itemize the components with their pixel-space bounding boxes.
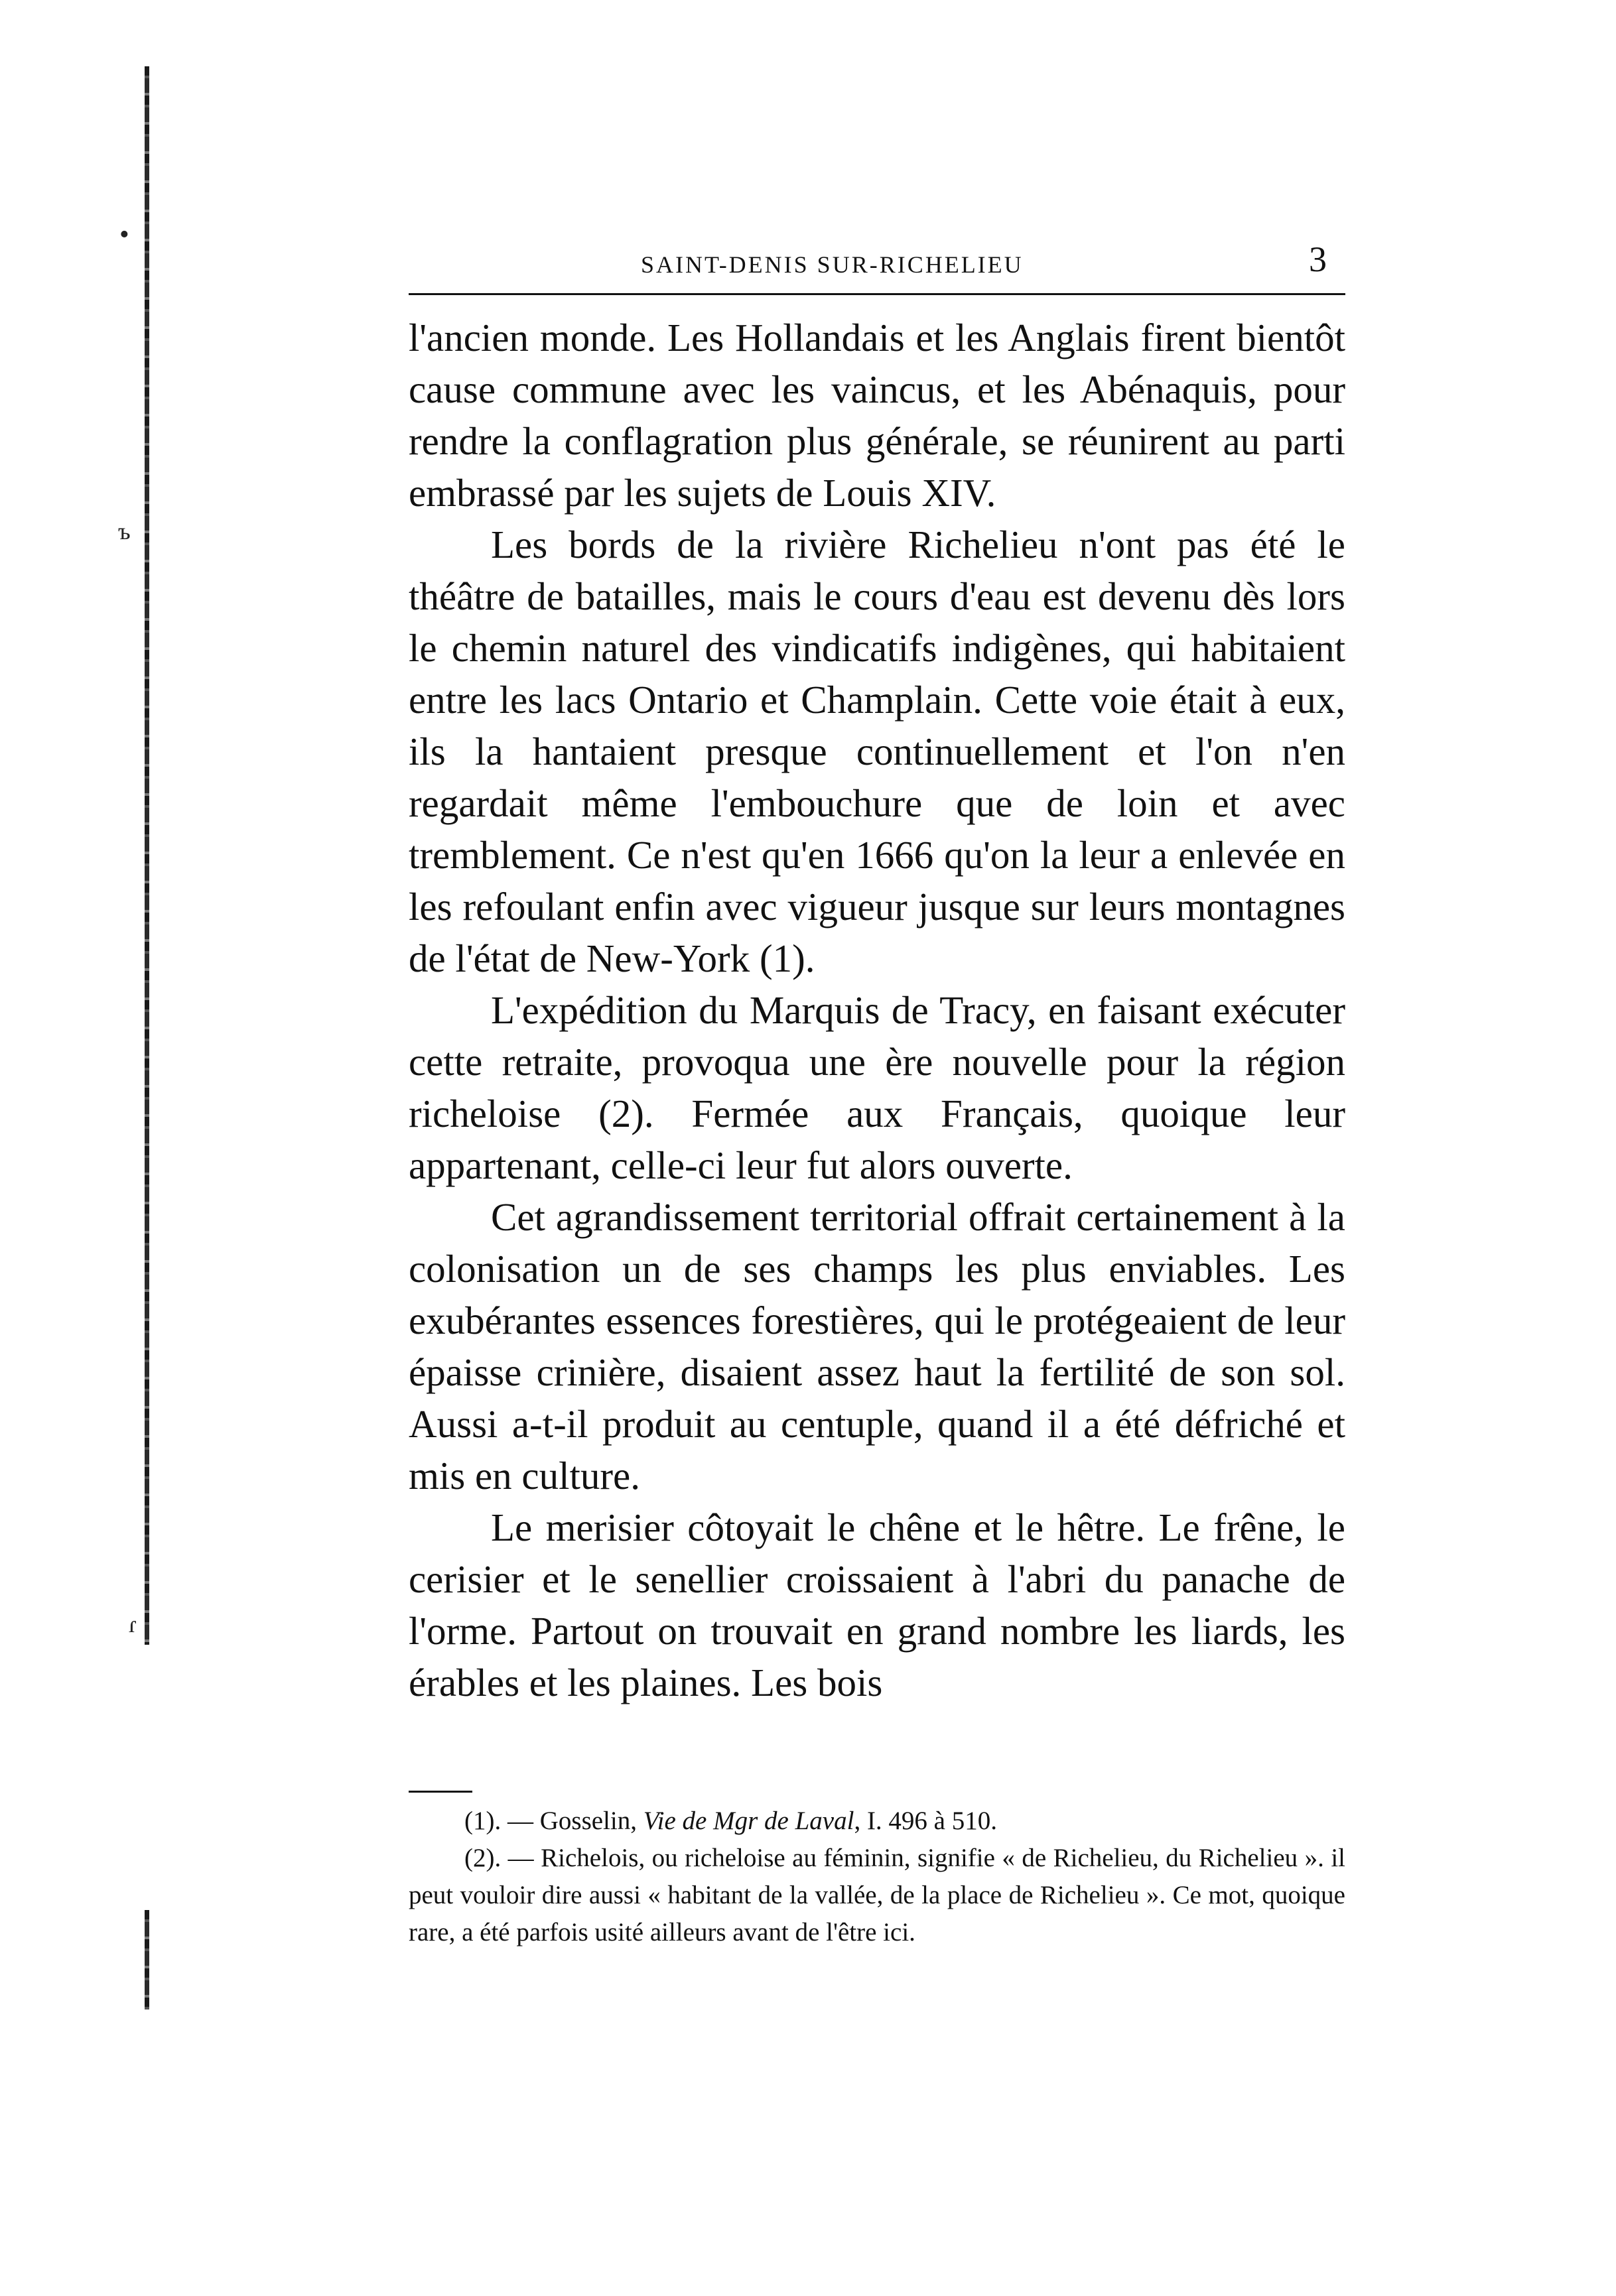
footnote-1-prefix: (1). — Gosselin, [464,1807,643,1835]
book-page [409,236,1345,1946]
page-header [409,236,1345,290]
margin-mark: ъ [118,518,131,544]
footnote-1 [409,1803,1345,1840]
paragraph: l'ancien monde. Les Hollandais et les Anglais firent bientôt cause commune avec les vaincus, et les Abénaquis, pour rendre la conflagration plus générale, se réunirent au parti embrassé par les sujets de Louis XIV. [409,316,1345,515]
footnotes [409,1803,1345,1951]
body-text [409,312,1345,1708]
running-head: SAINT-DENIS SUR-RICHELIEU [641,251,1024,278]
footnote-rule [409,1791,472,1793]
page-binding-edge-lower [145,1910,149,2009]
page-binding-edge [145,66,149,1645]
paragraph: Les bords de la rivière Richelieu n'ont pas été le théâtre de batailles, mais le cours d'eau est devenu dès lors le chemin naturel des vindicatifs indigènes, qui habitaient entre les lacs Ontario et Champlain. Cette voie était à eux, ils la hantaient presque continuellement et l'on n'en regardait même l'embouchure que de loin et avec tremblement. Ce n'est qu'en 1666 qu'on la leur a enlevée en les refoulant enfin avec vigueur jusque sur leurs montagnes de l'état de New-York (1). [409,523,1345,980]
paragraph: L'expédition du Marquis de Tracy, en faisant exécuter cette retraite, provoqua une ère nouvelle pour la région richeloise (2). Fermée aux Français, quoique leur appartenant, celle-ci leur fut alors ouverte. [409,988,1345,1187]
margin-mark: ɾ [129,1611,137,1637]
header-rule [409,293,1345,295]
paragraph: Le merisier côtoyait le chêne et le hêtre. Le frêne, le cerisier et le senellier croissaient à l'abri du panache de l'orme. Partout on trouvait en grand nombre les liards, les érables et les plaines. Les bois [409,1505,1345,1704]
page-number: 3 [1309,239,1327,279]
footnote-1-title: Vie de Mgr de Laval [643,1807,854,1835]
footnote-1-suffix: , I. 496 à 510. [854,1807,997,1835]
margin-mark: • [119,220,129,250]
paragraph: Cet agrandissement territorial offrait certainement à la colonisation un de ses champs les plus enviables. Les exubérantes essences forestières, qui le protégeaient de leur épaisse crinière, disaient assez haut la fertilité de son sol. Aussi a-t-il produit au centuple, quand il a été défriché et mis en culture. [409,1195,1345,1498]
footnote-2: (2). — Richelois, ou richeloise au féminin, signifie « de Richelieu, du Richelieu ». il peut vouloir dire aussi « habitant de la vallée, de la place de Richelieu ». Ce mot, quoique rare, a été parfois usité ailleurs avant de l'être ici. [409,1844,1345,1946]
